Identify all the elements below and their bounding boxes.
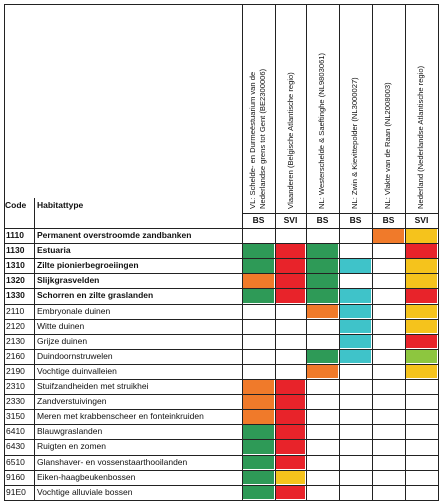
status-cell <box>243 380 274 394</box>
column-header-4: NL: Vlakte van de Raan (NL2008003) <box>383 82 392 209</box>
row-habitat-name: Witte duinen <box>37 320 85 331</box>
grid-vline <box>372 4 373 500</box>
status-cell <box>340 305 371 319</box>
status-cell <box>373 229 404 243</box>
habitattype-header: Habitattype <box>37 200 84 210</box>
status-cell <box>276 425 305 439</box>
column-subheader-4: BS <box>382 215 395 225</box>
status-cell <box>340 320 371 334</box>
row-habitat-name: Schorren en zilte graslanden <box>37 290 154 301</box>
grid-hline <box>4 228 439 229</box>
row-habitat-name: Vochtige alluviale bossen <box>37 486 133 497</box>
grid-hline <box>4 379 439 380</box>
status-cell <box>307 365 338 379</box>
row-code: 1310 <box>6 260 25 271</box>
row-habitat-name: Vochtige duinvalleien <box>37 365 117 376</box>
row-habitat-name: Permanent overstroomde zandbanken <box>37 230 192 240</box>
row-code: 2330 <box>6 396 25 407</box>
grid-vline <box>306 4 307 500</box>
status-cell <box>243 425 274 439</box>
column-header-0: VL: Schelde- en Durmeëstuarium van de <box>248 71 257 209</box>
grid-hline <box>4 349 439 350</box>
column-header-0-line2: Nederlandse grens tot Gent (BE2300006) <box>258 68 267 209</box>
row-habitat-name: Glanshaver- en vossenstaarthooilanden <box>37 456 188 467</box>
grid-vline <box>405 4 406 500</box>
status-cell <box>243 471 274 485</box>
row-habitat-name: Blauwgraslanden <box>37 426 103 437</box>
row-code: 1320 <box>6 275 25 286</box>
status-cell <box>243 259 274 273</box>
status-cell <box>406 335 437 349</box>
row-code: 6410 <box>6 426 25 437</box>
row-habitat-name: Zandverstuivingen <box>37 396 107 407</box>
column-subheader-3: BS <box>349 215 362 225</box>
status-cell <box>276 440 305 454</box>
status-cell <box>340 335 371 349</box>
row-code: 6430 <box>6 441 25 452</box>
column-subheader-2: BS <box>316 215 329 225</box>
grid-vline <box>339 4 340 500</box>
status-cell <box>276 410 305 424</box>
status-cell <box>276 259 305 273</box>
status-cell <box>243 486 274 500</box>
status-cell <box>307 350 338 364</box>
grid-hline <box>4 424 439 425</box>
grid-hline <box>4 288 439 289</box>
status-cell <box>340 350 371 364</box>
status-cell <box>276 471 305 485</box>
status-cell <box>406 259 437 273</box>
status-cell <box>276 274 305 288</box>
status-cell <box>406 305 437 319</box>
row-habitat-name: Zilte pionierbegroeiingen <box>37 260 139 271</box>
status-cell <box>340 259 371 273</box>
status-cell <box>406 289 437 303</box>
column-header-3: NL: Zwin & Kievittepolder (NL3000027) <box>350 77 359 209</box>
row-habitat-name: Stuifzandheiden met struikhei <box>37 381 149 391</box>
column-subheader-1: SVI <box>283 215 298 225</box>
grid-hline <box>4 470 439 471</box>
status-cell <box>243 289 274 303</box>
column-subheader-5: SVI <box>414 215 429 225</box>
grid-hline <box>4 455 439 456</box>
status-cell <box>406 229 437 243</box>
row-code: 91E0 <box>6 486 26 497</box>
status-cell <box>307 244 338 258</box>
grid-vline <box>438 4 439 500</box>
status-cell <box>243 274 274 288</box>
column-subheader-0: BS <box>252 215 265 225</box>
grid-vline <box>242 4 243 500</box>
row-code: 2130 <box>6 335 25 346</box>
row-habitat-name: Meren met krabbenscheer en fonteinkruiden <box>37 411 204 422</box>
grid-hline <box>4 273 439 274</box>
row-code: 2110 <box>6 305 25 316</box>
grid-vline <box>4 4 5 500</box>
header-gap <box>34 5 35 198</box>
row-habitat-name: Grijze duinen <box>37 335 88 346</box>
row-code: 2120 <box>6 320 25 331</box>
grid-hline <box>4 304 439 306</box>
row-habitat-name: Duindoornstruwelen <box>37 350 113 361</box>
row-code: 2310 <box>6 381 25 391</box>
grid-hline <box>4 334 439 335</box>
row-code: 2160 <box>6 350 25 361</box>
row-habitat-name: Eiken-haagbeukenbossen <box>37 471 136 482</box>
status-cell <box>406 365 437 379</box>
status-cell <box>307 274 338 288</box>
row-habitat-name: Estuaria <box>37 245 71 256</box>
status-cell <box>406 274 437 288</box>
row-code: 3150 <box>6 411 25 422</box>
status-cell <box>243 440 274 454</box>
grid-hline <box>4 258 439 259</box>
row-habitat-name: Embryonale duinen <box>37 305 111 316</box>
status-cell <box>307 305 338 319</box>
status-cell <box>406 320 437 334</box>
status-cell <box>243 456 274 470</box>
column-header-1: Vlaanderen (Belgische Atlantische regio) <box>286 72 295 209</box>
status-cell <box>276 289 305 303</box>
status-cell <box>307 289 338 303</box>
column-header-5: Nederland (Nederlandse Atlantische regio) <box>416 65 425 209</box>
grid-hline <box>4 4 439 5</box>
row-code: 1110 <box>6 230 24 240</box>
row-code: 6510 <box>6 456 25 467</box>
status-cell <box>307 259 338 273</box>
status-cell <box>276 244 305 258</box>
grid-hline <box>4 364 439 365</box>
grid-hline <box>242 213 439 214</box>
row-code: 2190 <box>6 365 25 376</box>
status-cell <box>243 410 274 424</box>
status-cell <box>276 395 305 409</box>
status-cell <box>406 244 437 258</box>
grid-hline <box>4 409 439 410</box>
row-habitat-name: Ruigten en zomen <box>37 441 106 452</box>
status-cell <box>340 289 371 303</box>
status-cell <box>276 380 305 394</box>
status-cell <box>406 350 437 364</box>
grid-hline <box>4 439 439 440</box>
code-header: Code <box>5 200 27 210</box>
column-header-2: NL: Westerschelde & Saeftinghe (NL9803061) <box>317 52 326 209</box>
status-cell <box>276 486 305 500</box>
grid-vline <box>275 4 276 500</box>
row-code: 1130 <box>6 245 25 256</box>
row-habitat-name: Slijkgrasvelden <box>37 275 100 286</box>
row-code: 9160 <box>6 471 25 482</box>
status-cell <box>276 456 305 470</box>
grid-hline <box>4 319 439 320</box>
row-code: 1330 <box>6 290 25 301</box>
status-cell <box>243 395 274 409</box>
grid-hline <box>4 243 439 244</box>
grid-hline <box>4 485 439 486</box>
grid-hline <box>4 394 439 395</box>
status-cell <box>243 244 274 258</box>
